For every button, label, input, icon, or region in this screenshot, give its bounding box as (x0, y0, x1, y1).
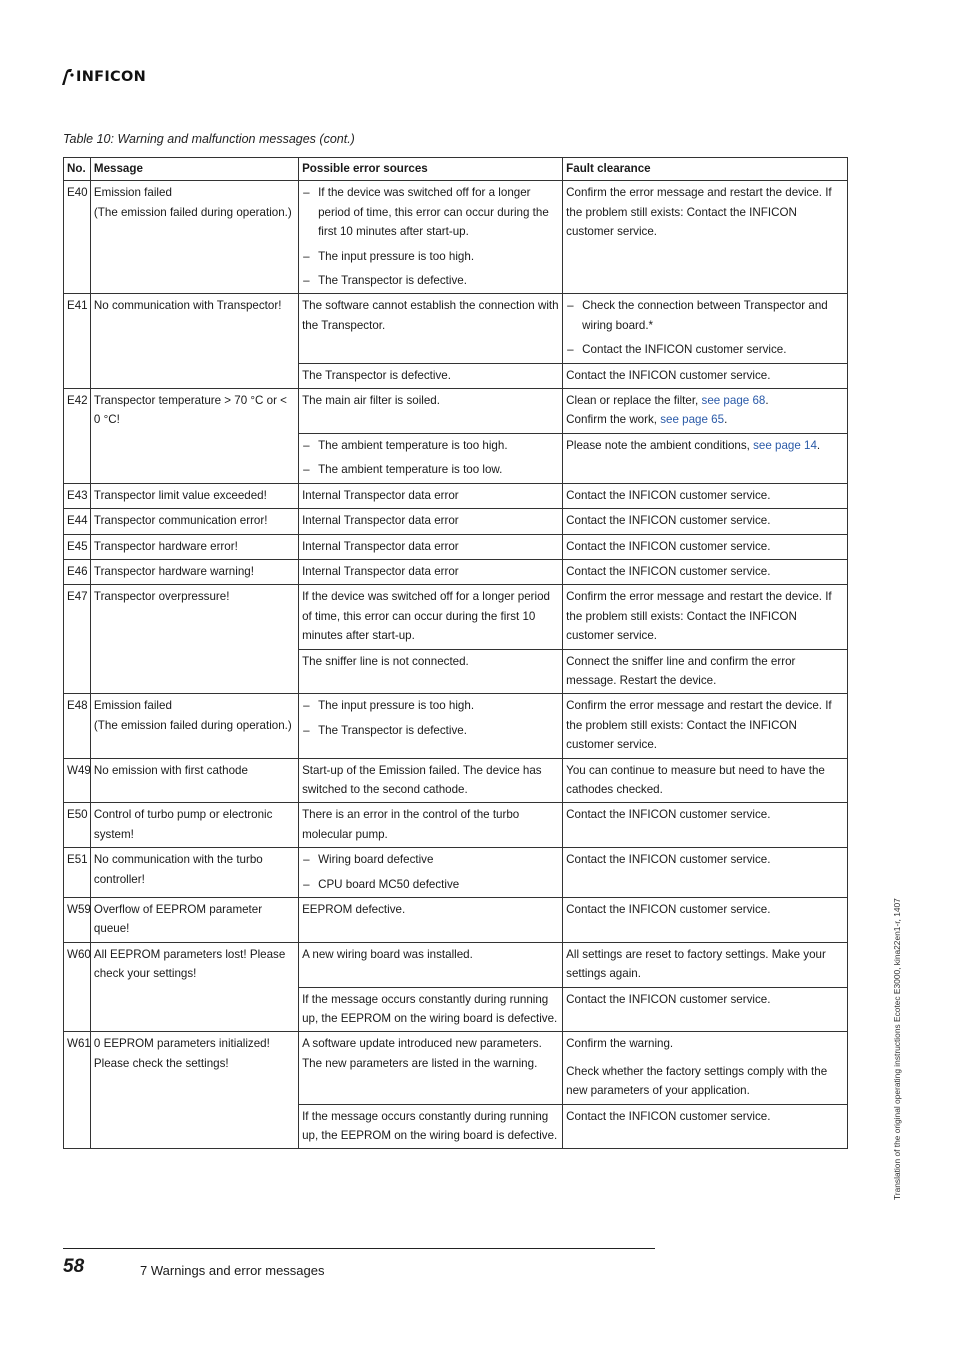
row-sources: Internal Transpector data error (299, 509, 563, 534)
row-sources (299, 433, 563, 483)
row-message: Transpector overpressure! (90, 585, 298, 694)
footer-section: 7 Warnings and error messages (140, 1263, 325, 1278)
row-sources: If the message occurs constantly during running up, the EEPROM on the wiring board is defective. (299, 1104, 563, 1149)
row-clearance: Contact the INFICON customer service. (563, 534, 848, 559)
table-row (64, 559, 848, 584)
row-no: W60 (64, 942, 91, 1032)
message-line: (The emission failed during operation.) (93, 718, 292, 732)
row-sources (299, 694, 563, 758)
message-line: (The emission failed during operation.) (93, 205, 292, 219)
page-number: 58 (63, 1256, 85, 1277)
row-clearance (563, 1032, 848, 1104)
clearance-text: Check whether the factory settings comply with the new parameters of your application. (566, 1064, 828, 1098)
table-row (64, 483, 848, 508)
row-message (90, 694, 298, 758)
inficon-logo-mark-icon (60, 68, 74, 86)
row-no: E51 (64, 848, 91, 898)
row-no: E44 (64, 509, 91, 534)
header-no: No. (64, 158, 91, 181)
table-row (64, 848, 848, 898)
row-sources: Internal Transpector data error (299, 559, 563, 584)
message-line: 0 EEPROM parameters initialized! (93, 1037, 270, 1051)
row-no: E48 (64, 694, 91, 758)
list-item: – The ambient temperature is too high. (302, 436, 559, 455)
list-item: – Wiring board defective (302, 850, 559, 869)
row-sources (299, 848, 563, 898)
list-item: – The Transpector is defective. (302, 271, 559, 290)
row-message: Transpector limit value exceeded! (90, 483, 298, 508)
row-no: E46 (64, 559, 91, 584)
header-clearance: Fault clearance (563, 158, 848, 181)
row-no: W59 (64, 898, 91, 943)
table-row (64, 181, 848, 294)
row-no: E43 (64, 483, 91, 508)
row-no: E50 (64, 803, 91, 848)
message-line: Emission failed (93, 186, 172, 200)
row-message (90, 181, 298, 294)
logo-text: INFICON (76, 69, 147, 85)
row-clearance: Confirm the error message and restart the device. If the problem still exists: Contact the INFICON customer service. (563, 694, 848, 758)
row-sources: If the message occurs constantly during running up, the EEPROM on the wiring board is defective. (299, 987, 563, 1032)
list-item: – CPU board MC50 defective (302, 875, 559, 894)
row-message: Transpector communication error! (90, 509, 298, 534)
row-clearance: Connect the sniffer line and confirm the error message. Restart the device. (563, 649, 848, 694)
row-sources (299, 181, 563, 294)
table-row (64, 389, 848, 434)
row-message: No communication with the turbo controller! (90, 848, 298, 898)
row-clearance: Contact the INFICON customer service. (563, 1104, 848, 1149)
row-clearance (563, 294, 848, 363)
row-clearance: Please note the ambient conditions, see page 14. (563, 433, 848, 483)
row-clearance: Contact the INFICON customer service. (563, 363, 848, 388)
messages-table (63, 157, 848, 1149)
list-item: – The input pressure is too high. (302, 247, 559, 266)
list-item: – Check the connection between Transpector and wiring board.* (566, 296, 844, 335)
table-row (64, 534, 848, 559)
row-message: All EEPROM parameters lost! Please check your settings! (90, 942, 298, 1032)
table-row (64, 694, 848, 758)
row-sources: Internal Transpector data error (299, 534, 563, 559)
row-message: No communication with Transpector! (90, 294, 298, 389)
message-line: Please check the settings! (93, 1056, 229, 1070)
clearance-text: Confirm the warning. (566, 1037, 674, 1051)
table-row (64, 942, 848, 987)
row-no: E45 (64, 534, 91, 559)
row-sources: A software update introduced new parameters. The new parameters are listed in the warning. (299, 1032, 563, 1104)
row-clearance: Contact the INFICON customer service. (563, 483, 848, 508)
row-clearance: Contact the INFICON customer service. (563, 898, 848, 943)
row-no: W49 (64, 758, 91, 803)
page-link[interactable]: see page 68 (701, 394, 766, 408)
row-sources: Start-up of the Emission failed. The device has switched to the second cathode. (299, 758, 563, 803)
row-sources: A new wiring board was installed. (299, 942, 563, 987)
row-sources: EEPROM defective. (299, 898, 563, 943)
row-no: E40 (64, 181, 91, 294)
row-message: Control of turbo pump or electronic system! (90, 803, 298, 848)
message-line: Emission failed (93, 699, 172, 713)
row-clearance: Contact the INFICON customer service. (563, 559, 848, 584)
row-message: Transpector temperature > 70 °C or < 0 °C! (90, 389, 298, 484)
row-sources: Internal Transpector data error (299, 483, 563, 508)
row-clearance: Contact the INFICON customer service. (563, 848, 848, 898)
row-clearance: All settings are reset to factory settings. Make your settings again. (563, 942, 848, 987)
row-message: Transpector hardware error! (90, 534, 298, 559)
row-clearance: Contact the INFICON customer service. (563, 803, 848, 848)
table-row (64, 294, 848, 363)
list-item: – The input pressure is too high. (302, 696, 559, 715)
list-item: – Contact the INFICON customer service. (566, 340, 844, 359)
row-no: E42 (64, 389, 91, 484)
header-sources: Possible error sources (299, 158, 563, 181)
list-item: – If the device was switched off for a longer period of time, this error can occur during the first 10 minutes after start-up. (302, 183, 559, 241)
row-clearance: Confirm the error message and restart the device. If the problem still exists: Contact the INFICON customer service. (563, 181, 848, 294)
row-clearance: Contact the INFICON customer service. (563, 509, 848, 534)
table-caption: Table 10: Warning and malfunction messages (cont.) (63, 132, 355, 146)
page-link[interactable]: see page 65 (660, 413, 725, 427)
row-message: Transpector hardware warning! (90, 559, 298, 584)
clearance-text: Please note the ambient conditions, (566, 438, 754, 452)
row-message: No emission with first cathode (90, 758, 298, 803)
table-row (64, 758, 848, 803)
inficon-logo (60, 68, 146, 86)
table-row (64, 803, 848, 848)
row-sources: The sniffer line is not connected. (299, 649, 563, 694)
side-note: Translation of the original operating instructions Ecotec E3000, kina22en1-r, 1407 (892, 898, 902, 1200)
row-clearance: You can continue to measure but need to have the cathodes checked. (563, 758, 848, 803)
table-header-row (64, 158, 848, 181)
table-row (64, 585, 848, 649)
header-message: Message (90, 158, 298, 181)
row-no: E41 (64, 294, 91, 389)
page-link[interactable]: see page 14 (753, 438, 817, 452)
row-sources: If the device was switched off for a longer period of time, this error can occur during the first 10 minutes after start-up. (299, 585, 563, 649)
footer-divider (63, 1248, 655, 1249)
table-row (64, 509, 848, 534)
row-clearance: Confirm the error message and restart the device. If the problem still exists: Contact the INFICON customer service. (563, 585, 848, 649)
row-no: W61 (64, 1032, 91, 1149)
row-message: Overflow of EEPROM parameter queue! (90, 898, 298, 943)
row-sources: The Transpector is defective. (299, 363, 563, 388)
table-row (64, 898, 848, 943)
row-no: E47 (64, 585, 91, 694)
row-clearance: Contact the INFICON customer service. (563, 987, 848, 1032)
row-message (90, 1032, 298, 1149)
row-sources: There is an error in the control of the turbo molecular pump. (299, 803, 563, 848)
clearance-text: Clean or replace the filter, (566, 394, 702, 408)
list-item: – The Transpector is defective. (302, 721, 559, 740)
row-sources: The software cannot establish the connection with the Transpector. (299, 294, 563, 363)
row-sources: The main air filter is soiled. (299, 389, 563, 434)
list-item: – The ambient temperature is too low. (302, 460, 559, 479)
clearance-text: Confirm the work, (566, 413, 661, 427)
row-clearance: Clean or replace the filter, see page 68. Confirm the work, see page 65. (563, 389, 848, 434)
table-row (64, 1032, 848, 1104)
